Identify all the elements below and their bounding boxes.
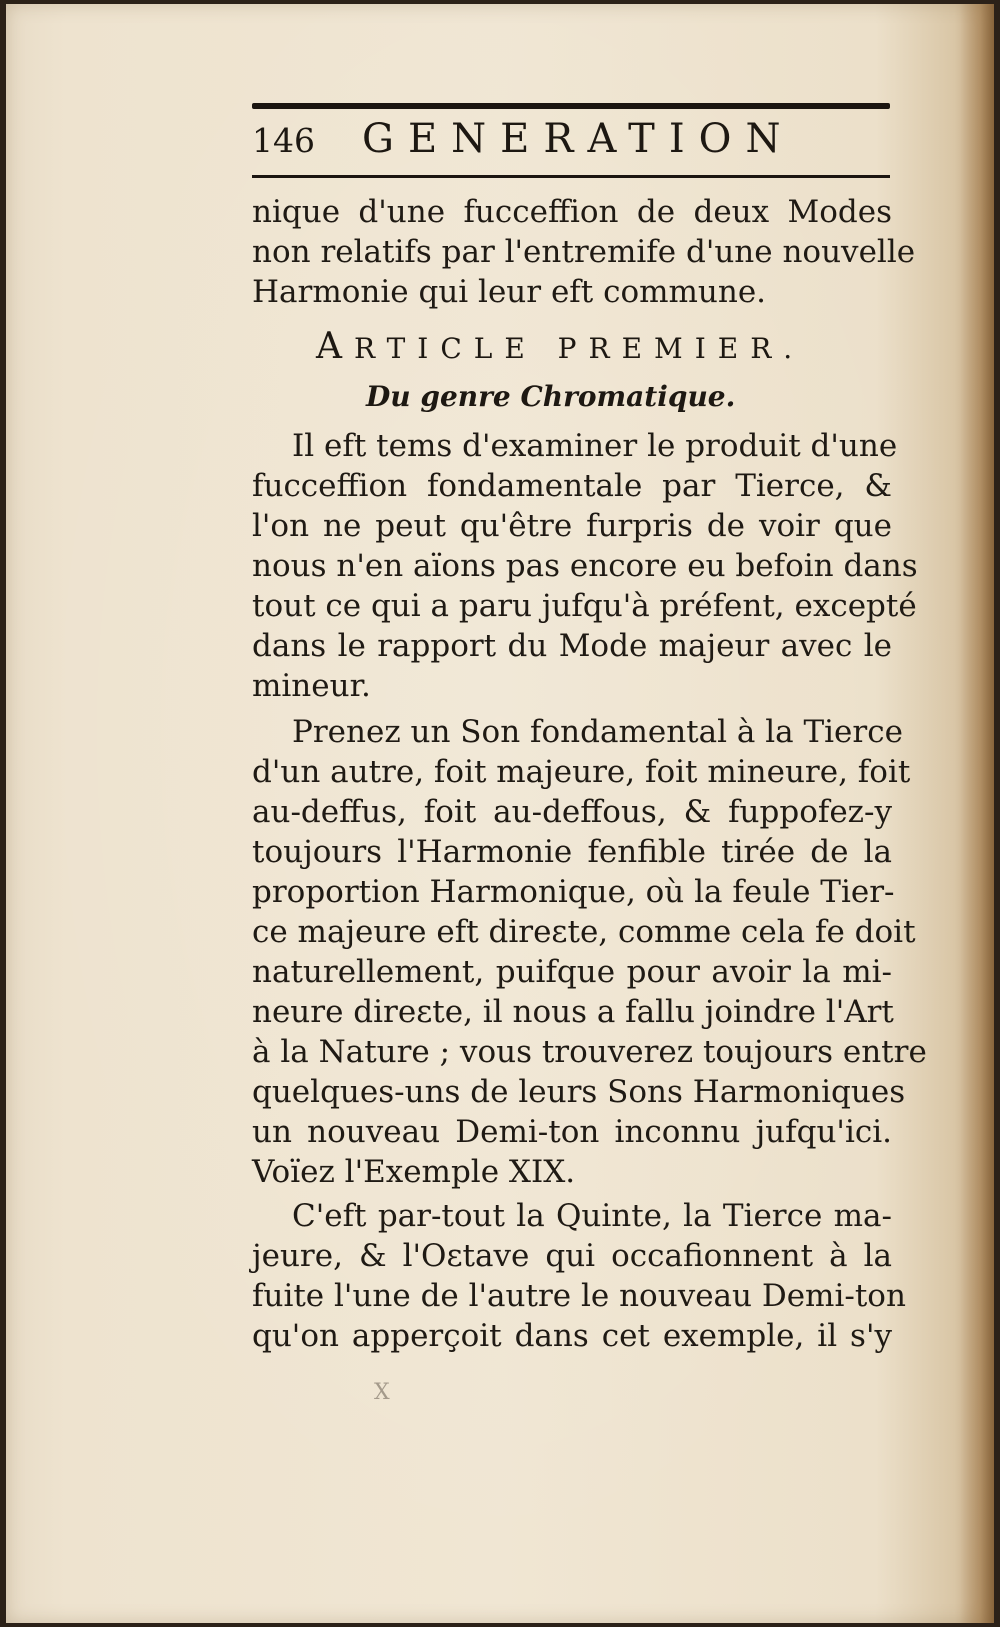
article-heading-initial: A bbox=[316, 326, 354, 367]
text-line: un nouveau Demi-ton inconnu jufqu'ici. bbox=[252, 1114, 892, 1150]
text-line: naturellement, puifque pour avoir la mi- bbox=[252, 954, 892, 990]
signature-mark: X bbox=[374, 1380, 390, 1405]
text-line: C'eft par-tout la Quinte, la Tierce ma- bbox=[292, 1198, 892, 1234]
text-line: neure direɛte, il nous a fallu joindre l'Art bbox=[252, 994, 894, 1030]
text-line: nique d'une fucceffion de deux Modes bbox=[252, 194, 892, 230]
text-line: quelques-uns de leurs Sons Harmoniques bbox=[252, 1074, 906, 1110]
text-line: d'un autre, foit majeure, foit mineure, foit bbox=[252, 754, 911, 790]
text-line: qu'on apperçoit dans cet exemple, il s'y bbox=[252, 1318, 892, 1354]
text-line: non relatifs par l'entremife d'une nouvelle bbox=[252, 234, 916, 270]
article-subtitle: Du genre Chromatique. bbox=[366, 380, 736, 413]
header-rule bbox=[252, 175, 890, 178]
text-line: nous n'en aïons pas encore eu befoin dans bbox=[252, 548, 918, 584]
text-line: proportion Harmonique, où la feule Tier- bbox=[252, 874, 895, 910]
text-line: Prenez un Son fondamental à la Tierce bbox=[292, 714, 903, 750]
text-line: fucceffion fondamentale par Tierce, & bbox=[252, 468, 892, 504]
text-line: l'on ne peut qu'être furpris de voir que bbox=[252, 508, 892, 544]
article-heading-rest: RTICLE PREMIER. bbox=[354, 332, 805, 365]
article-heading bbox=[316, 326, 836, 367]
top-rule bbox=[252, 103, 890, 109]
text-line: fuite l'une de l'autre le nouveau Demi-ton bbox=[252, 1278, 906, 1314]
page-header bbox=[252, 116, 892, 171]
text-line: à la Nature ; vous trouverez toujours entre bbox=[252, 1034, 927, 1070]
text-line: Il eft tems d'examiner le produit d'une bbox=[292, 428, 898, 464]
text-line: jeure, & l'Oɛtave qui occafionnent à la bbox=[252, 1238, 892, 1274]
text-line: toujours l'Harmonie fenfible tirée de la bbox=[252, 834, 892, 870]
text-line: dans le rapport du Mode majeur avec le bbox=[252, 628, 892, 664]
running-title: GENERATION bbox=[362, 116, 795, 162]
text-line: mineur. bbox=[252, 668, 371, 704]
text-line: au-deffus, foit au-deffous, & fuppofez-y bbox=[252, 794, 892, 830]
page-number: 146 bbox=[252, 121, 315, 160]
text-line: tout ce qui a paru jufqu'à préfent, excepté bbox=[252, 588, 917, 624]
text-line: Voïez l'Exemple XIX. bbox=[252, 1154, 576, 1190]
book-page bbox=[6, 4, 994, 1623]
text-line: Harmonie qui leur eft commune. bbox=[252, 274, 767, 310]
text-line: ce majeure eft direɛte, comme cela fe doit bbox=[252, 914, 916, 950]
